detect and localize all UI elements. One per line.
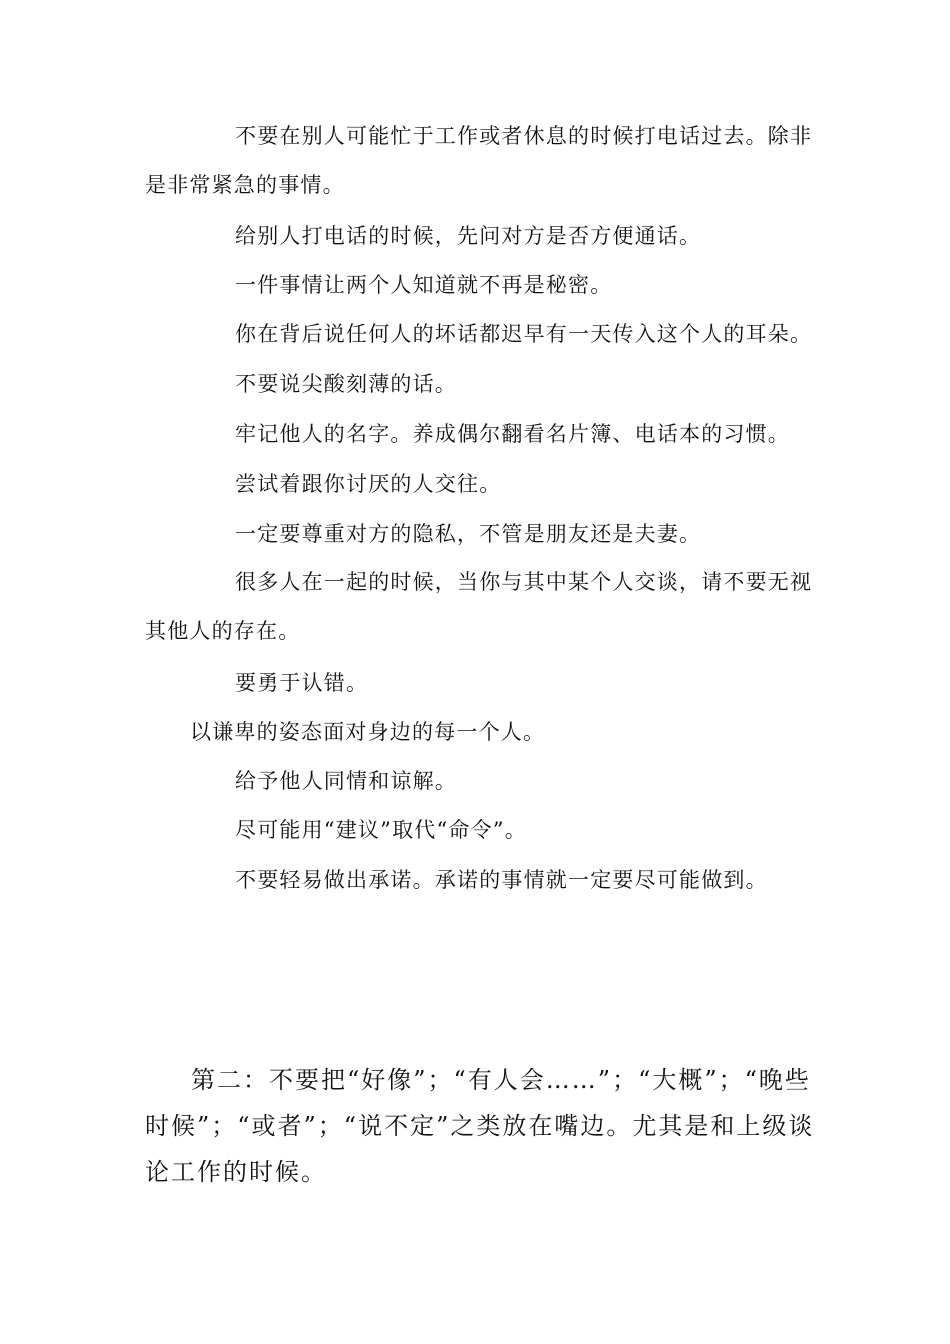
paragraph-suggest-not-command: 尽可能用“建议”取代“命令”。 — [235, 818, 527, 842]
paragraph-privacy: 一定要尊重对方的隐私，不管是朋友还是夫妻。 — [235, 522, 702, 546]
paragraph-ask-convenience: 给别人打电话的时候，先问对方是否方便通话。 — [235, 224, 702, 248]
paragraph-group-conversation: 很多人在一起的时候，当你与其中某个人交谈，请不要无视其他人的存在。 — [145, 570, 813, 643]
paragraph-humility: 以谦卑的姿态面对身边的每一个人。 — [190, 720, 546, 744]
paragraph-secret: 一件事情让两个人知道就不再是秘密。 — [235, 273, 613, 297]
section-paragraph-second: 第二：不要把“好像”；“有人会……”；“大概”；“晚些时候”；“或者”；“说不定”之类放在嘴边。尤其是和上级谈论工作的时候。 — [145, 1066, 815, 1186]
paragraph-gossip: 你在背后说任何人的坏话都迟早有一天传入这个人的耳朵。 — [235, 322, 813, 346]
paragraph-phone-timing: 不要在别人可能忙于工作或者休息的时候打电话过去。除非是非常紧急的事情。 — [145, 124, 813, 197]
paragraph-sympathy: 给予他人同情和谅解。 — [235, 769, 457, 793]
paragraph-no-harsh-words: 不要说尖酸刻薄的话。 — [235, 372, 457, 396]
paragraph-promises: 不要轻易做出承诺。承诺的事情就一定要尽可能做到。 — [235, 868, 768, 892]
paragraph-admit-mistakes: 要勇于认错。 — [235, 671, 369, 695]
paragraph-remember-names: 牢记他人的名字。养成偶尔翻看名片簿、电话本的习惯。 — [235, 422, 790, 446]
paragraph-disliked-people: 尝试着跟你讨厌的人交往。 — [235, 472, 502, 496]
